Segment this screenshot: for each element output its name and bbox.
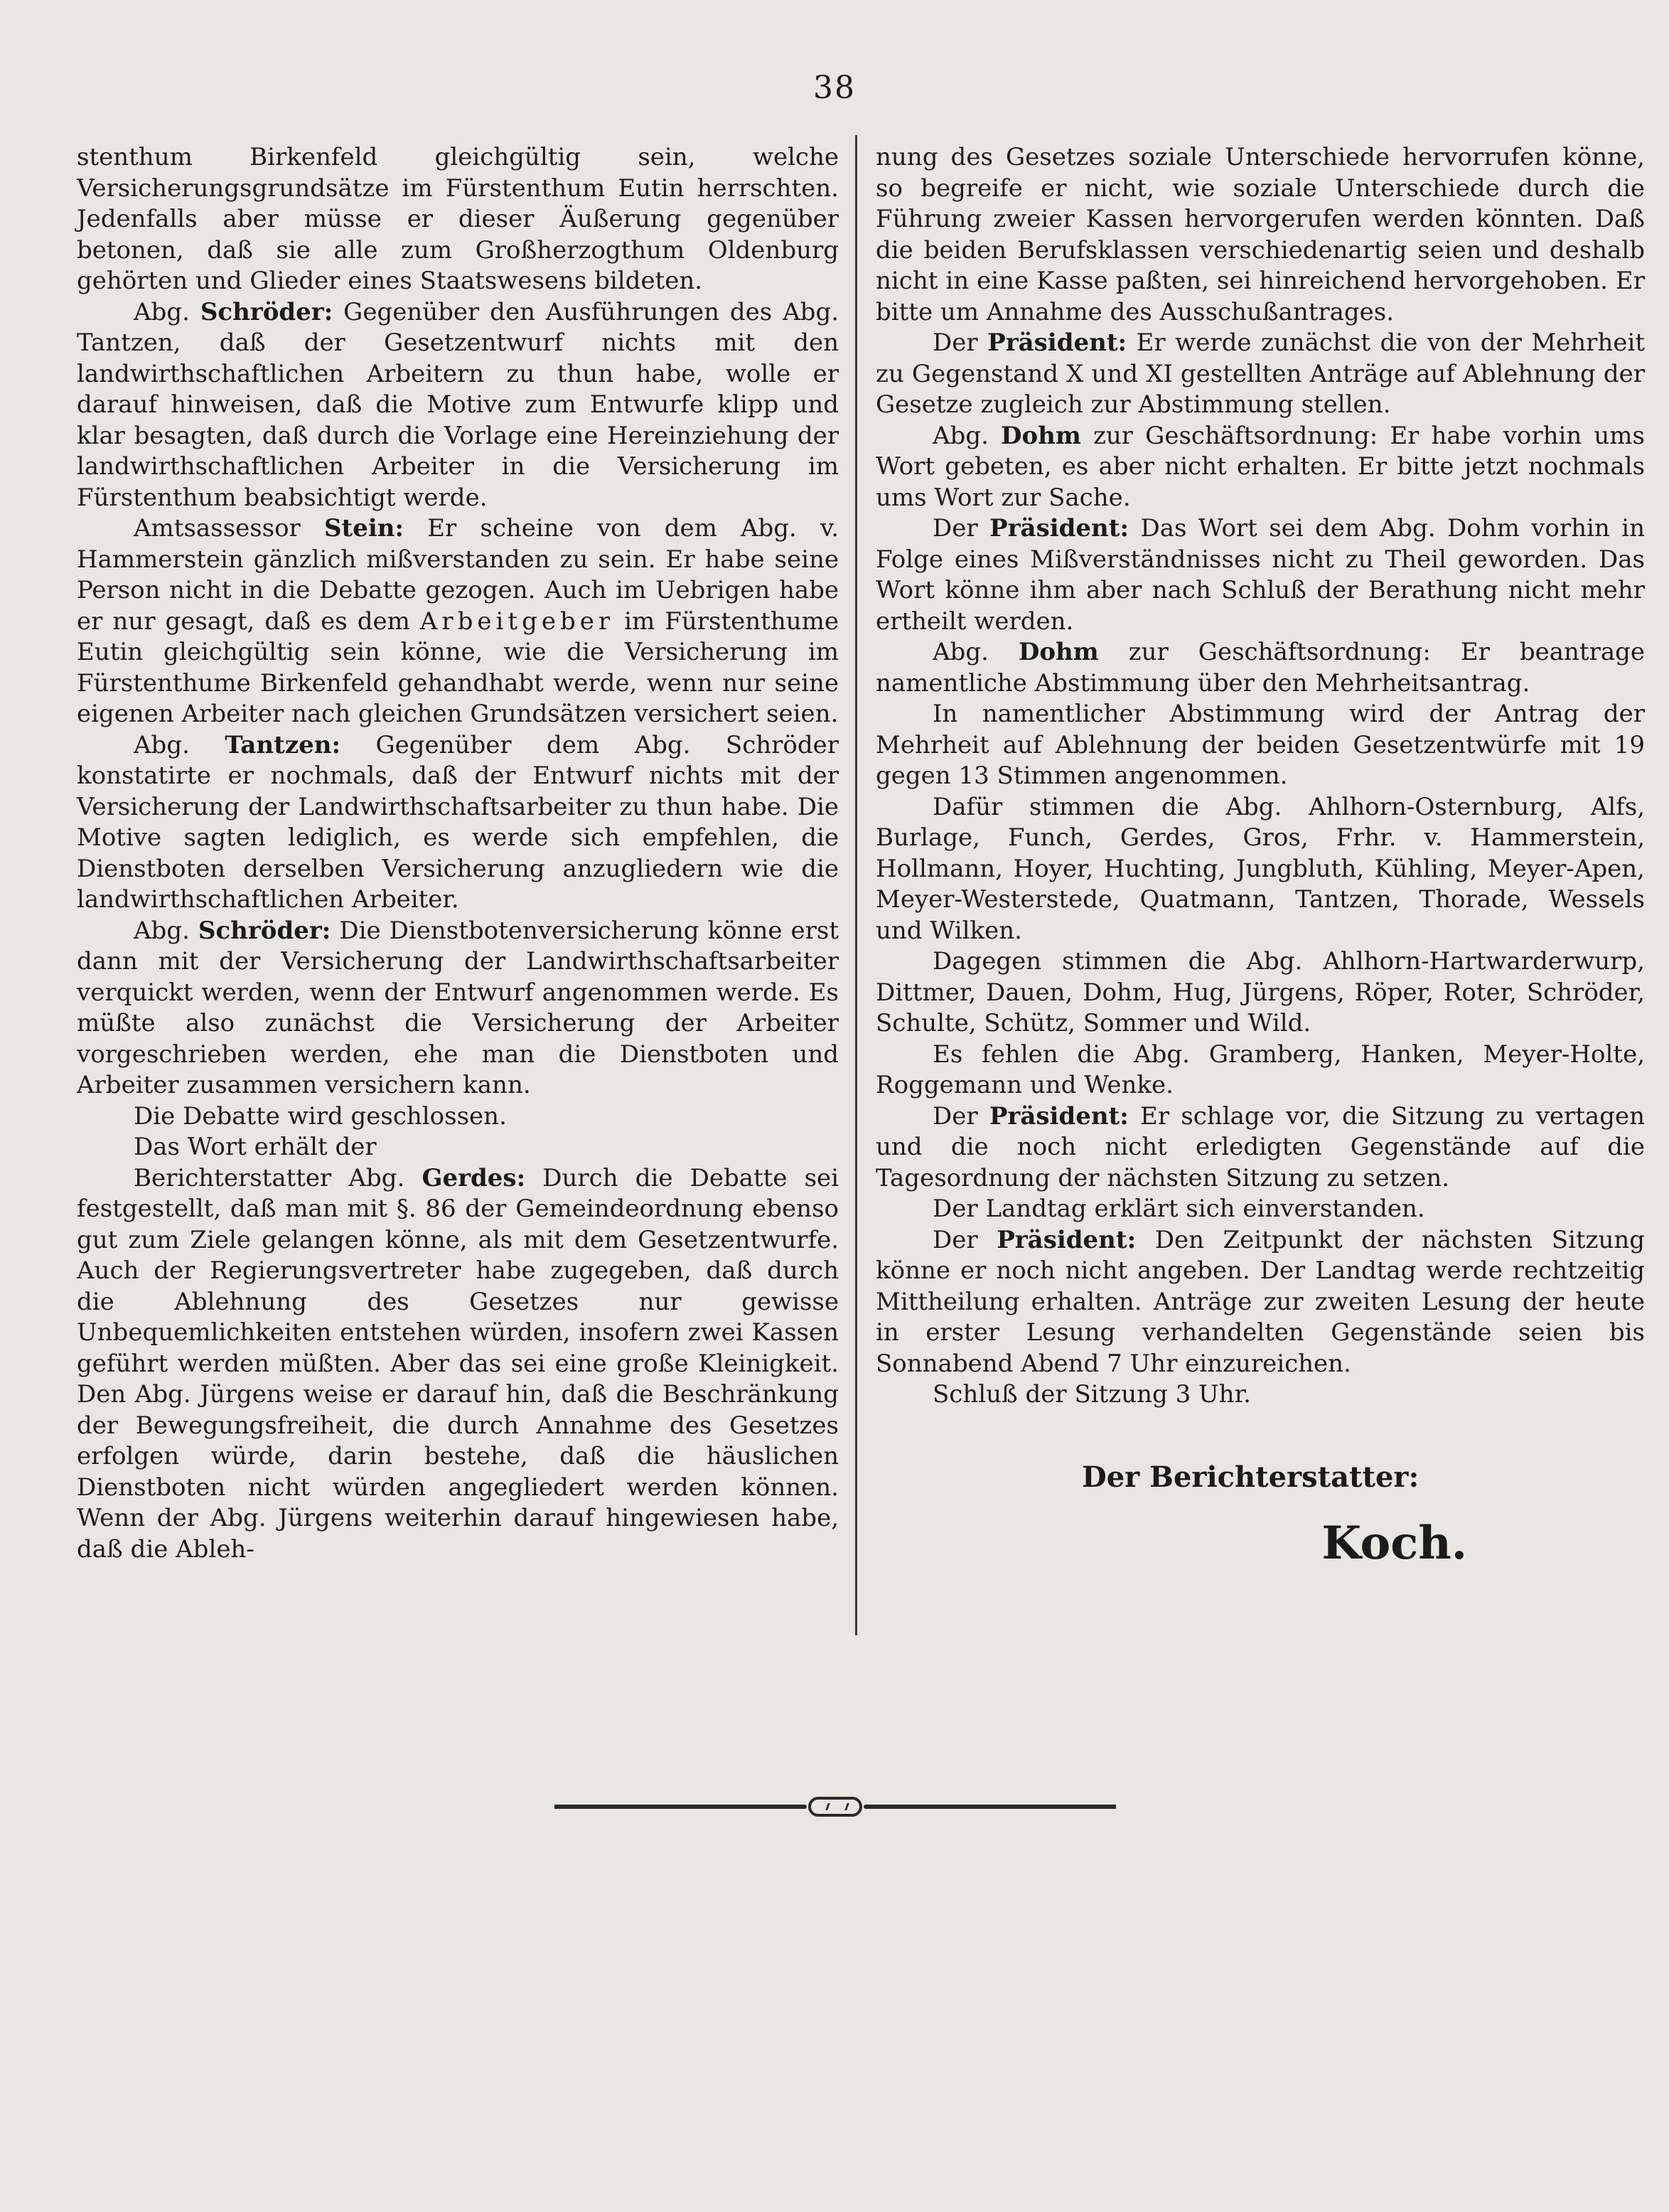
speech-text: Das Wort sei dem Abg. Dohm vorhin in Folge eines Mißverständnisses nicht zu Theil geworden. Das Wort könne ihm aber nach Schluß der Berathung nicht mehr ertheilt werden. (876, 514, 1646, 636)
right-column (876, 142, 1646, 1570)
speech-dohm-1 (876, 421, 1645, 514)
ornament-line-right (864, 1805, 1116, 1809)
speaker-name: Stein: (323, 514, 404, 543)
ornament-line-left (554, 1805, 807, 1809)
speaker-name: Schröder: (198, 916, 331, 945)
session-close: Schluß der Sitzung 3 Uhr. (933, 1380, 1251, 1409)
speaker-name: Dohm (1001, 421, 1081, 450)
speech-text: Den Zeitpunkt der nächsten Sitzung könne er noch nicht angeben. Der Landtag werde rechtzeitig Mittheilung erhalten. Anträge zur zweiten Lesung der heute in erster Lesung verhandelten Gegenstände seien bis Sonnabend Abend 7 Uhr einzureichen. (876, 1225, 1646, 1378)
speaker-prefix: Der (933, 1101, 978, 1131)
speech-schroeder-1 (77, 297, 839, 514)
speaker-name: Schröder: (200, 297, 333, 326)
speaker-prefix: Abg. (933, 421, 989, 450)
emphasized-word: Arbeitgeber (419, 607, 615, 636)
paragraph: Der Landtag erklärt sich einverstanden. (933, 1195, 1425, 1223)
speech-praesident-1 (876, 328, 1645, 421)
votes-against: Dagegen stimmen die Abg. Ahlhorn-Hartwarderwurp, Dittmer, Dauen, Dohm, Hug, Jürgens, Röper, Roter, Schröder, Schulte, Schütz, Sommer und Wild. (876, 947, 1645, 1037)
ornament-center-icon (808, 1797, 862, 1817)
speech-text: zur Geschäftsordnung: Er beantrage namentliche Abstimmung über den Mehrheitsantrag. (876, 638, 1646, 698)
speaker-name: Präsident: (997, 1225, 1137, 1254)
speech-text: Durch die Debatte sei festgestellt, daß man mit §. 86 der Gemeindeordnung ebenso gut zum Ziele gelangen könne, als mit dem Gesetzentwurfe. Auch der Regierungsvertreter habe zugegeben, daß durch die Ablehnung des Gesetzes nur gewisse Unbequemlichkeiten entstehen würden, insofern zwei Kassen geführt werden müßten. Aber das sei eine große Kleinigkeit. Den Abg. Jürgens weise er darauf hin, daß die Beschränkung der Bewegungsfreiheit, die durch Annahme des Gesetzes erfolgen würde, darin bestehe, daß die häuslichen Dienstboten nicht würden angegliedert werden können. Wenn der Abg. Jürgens weiterhin darauf hingewiesen habe, daß die Ableh- (77, 1163, 839, 1564)
left-column (77, 142, 839, 1565)
speaker-prefix: Amtsassessor (134, 514, 301, 543)
speech-text: Die Dienstbotenversicherung könne erst dann mit der Versicherung der Landwirthschaftsarbeiter verquickt werden, wenn der Entwurf angenommen werde. Es müßte also zunächst die Versicherung der Arbeiter vorgeschrieben werden, ehe man die Dienstboten und Arbeiter zusammen versichern kann. (77, 916, 839, 1099)
speaker-prefix: Abg. (933, 638, 989, 666)
speech-schroeder-2 (77, 916, 839, 1101)
speaker-prefix: Abg. (134, 916, 190, 945)
speaker-name: Präsident: (989, 514, 1129, 543)
speech-gerdes (77, 1163, 839, 1566)
speech-text: im Fürstenthume Eutin gleichgültig sein könne, wie die Versicherung im Fürstenthume Birkenfeld gehandhabt werde, wenn nur seine eigenen Arbeiter nach gleichen Grundsätzen versichert seien. (77, 607, 839, 728)
speaker-prefix: Der (933, 328, 978, 357)
absent-members: Es fehlen die Abg. Gramberg, Hanken, Meyer-Holte, Roggemann und Wenke. (876, 1040, 1645, 1099)
speaker-name: Präsident: (987, 328, 1127, 357)
vote-result: In namentlicher Abstimmung wird der Antrag der Mehrheit auf Ablehnung der beiden Gesetzentwürfe mit 19 gegen 13 Stimmen angenommen. (876, 700, 1645, 790)
paragraph: Das Wort erhält der (134, 1133, 377, 1161)
ornament-divider (554, 1794, 1116, 1820)
speaker-name: Tantzen: (225, 730, 341, 759)
speaker-prefix: Der (933, 1225, 978, 1254)
speech-praesident-2 (876, 513, 1645, 637)
speech-stein (77, 513, 839, 730)
speech-dohm-2 (876, 637, 1645, 699)
speech-text: Er scheine von dem Abg. v. Hammerstein gänzlich mißverstanden zu sein. Er habe seine Person nicht in die Debatte gezogen. Auch im Uebrigen habe er nur gesagt, daß es dem (77, 514, 839, 636)
votes-for: Dafür stimmen die Abg. Ahlhorn-Osternburg, Alfs, Burlage, Funch, Gerdes, Gros, Frhr. v. Hammerstein, Hollmann, Hoyer, Huchting, Jungbluth, Kühling, Meyer-Apen, Meyer-Westerstede, Quatmann, Tantzen, Thorade, Wessels und Wilken. (876, 792, 1645, 945)
speech-text: Er schlage vor, die Sitzung zu vertagen und die noch nicht erledigten Gegenstände auf die Tagesordnung der nächsten Sitzung zu setzen. (876, 1101, 1645, 1192)
speaker-prefix: Berichterstatter Abg. (134, 1163, 405, 1192)
speaker-prefix: Abg. (134, 730, 190, 759)
speech-text: zur Geschäftsordnung: Er habe vorhin ums Wort gebeten, es aber nicht erhalten. Er bitte jetzt nochmals ums Wort zur Sache. (876, 421, 1645, 512)
page-number: 38 (813, 70, 856, 106)
speaker-name: Gerdes: (422, 1163, 526, 1192)
signature-title: Der Berichterstatter: (1082, 1460, 1420, 1494)
speech-tantzen (77, 730, 839, 916)
paragraph: nung des Gesetzes soziale Unterschiede hervorrufen könne, so begreife er nicht, wie soziale Unterschiede durch die Führung zweier Kassen hervorgerufen werden könnten. Daß die beiden Berufsklassen verschiedenartig seien und deshalb nicht in eine Kasse paßten, sei hinreichend hervorgehoben. Er bitte um Annahme des Ausschußantrages. (876, 143, 1645, 326)
speaker-name: Dohm (1018, 638, 1099, 666)
speech-praesident-3 (876, 1101, 1645, 1195)
speech-text: Gegenüber dem Abg. Schröder konstatirte er nochmals, daß der Entwurf nichts mit der Versicherung der Landwirthschaftsarbeiter zu thun habe. Die Motive sagten lediglich, es werde sich empfehlen, die Dienstboten derselben Versicherung anzugliedern wie die landwirthschaftlichen Arbeiter. (77, 730, 839, 914)
speaker-prefix: Abg. (134, 297, 190, 326)
speaker-prefix: Der (933, 514, 978, 543)
speech-text: Er werde zunächst die von der Mehrheit zu Gegenstand X und XI gestellten Anträge auf Ablehnung der Gesetze zugleich zur Abstimmung stellen. (876, 328, 1645, 419)
paragraph: stenthum Birkenfeld gleichgültig sein, welche Versicherungsgrundsätze im Fürstenthum Eutin herrschten. Jedenfalls aber müsse er dieser Äußerung gegenüber betonen, daß sie alle zum Großherzogthum Oldenburg gehörten und Glieder eines Staatswesens bildeten. (77, 143, 839, 295)
speech-text: Gegenüber den Ausführungen des Abg. Tantzen, daß der Gesetzentwurf nichts mit den landwirthschaftlichen Arbeitern zu thun habe, wolle er darauf hinweisen, daß die Motive zum Entwurfe klipp und klar besagten, daß durch die Vorlage eine Hereinziehung der landwirthschaftlichen Arbeiter in die Versicherung im Fürstenthum beabsichtigt werde. (77, 297, 839, 512)
signature-name: Koch. (1321, 1517, 1467, 1570)
paragraph: Die Debatte wird geschlossen. (134, 1101, 507, 1131)
speaker-name: Präsident: (989, 1101, 1129, 1131)
speech-praesident-4 (876, 1225, 1645, 1380)
column-divider (855, 135, 857, 1635)
